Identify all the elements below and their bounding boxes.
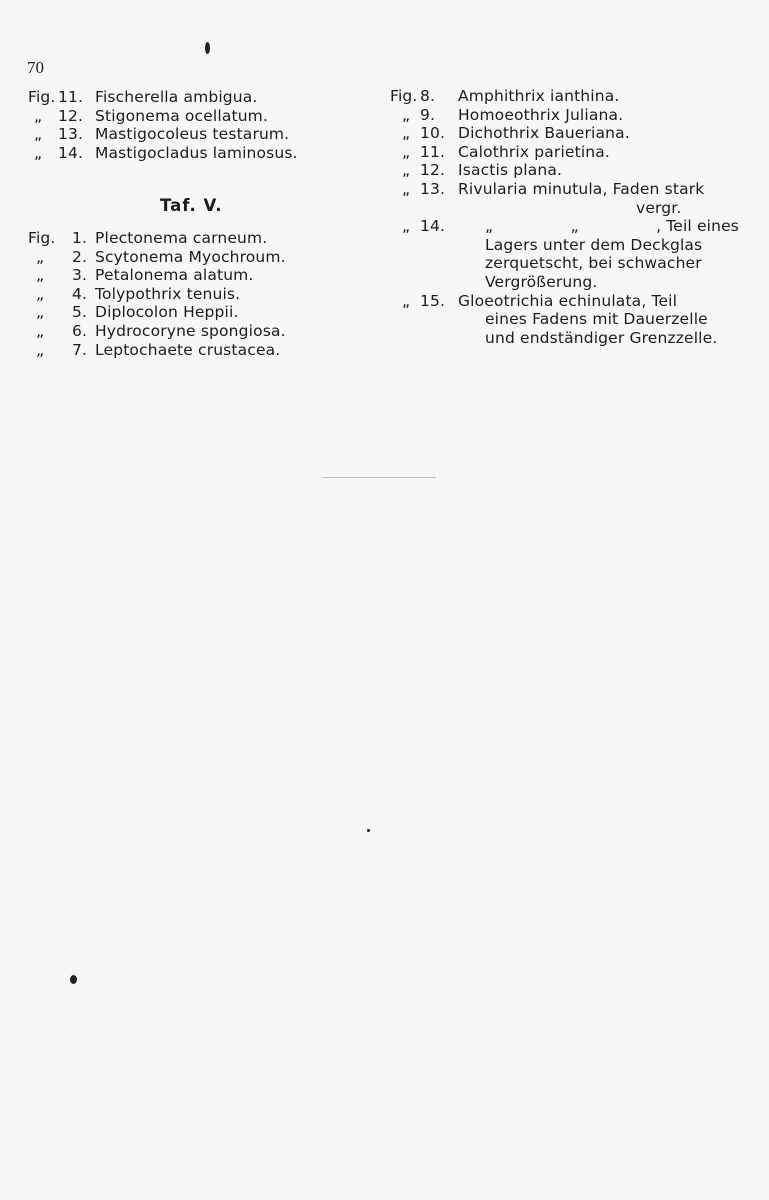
list-item — [390, 292, 750, 311]
list-item — [28, 341, 358, 360]
item-number: 14. — [420, 217, 446, 236]
item-number: 12. — [420, 161, 446, 180]
species-name: Fischerella ambigua. — [95, 88, 258, 106]
item-prefix: Fig. — [28, 88, 56, 106]
item-number: 11. — [58, 88, 84, 106]
list-item — [28, 229, 358, 248]
species-name: Calothrix parietina. — [458, 142, 610, 161]
list-item — [28, 248, 358, 267]
ditto-mark: „ — [570, 217, 579, 236]
description-text: Gloeotrichia echinulata, Teil — [458, 291, 678, 310]
item-number: 4. — [72, 284, 88, 303]
item-number: 11. — [420, 142, 446, 161]
item-number: 3. — [72, 266, 88, 285]
list-item — [390, 106, 750, 125]
species-name: Tolypothrix tenuis. — [95, 284, 241, 303]
item-number: 5. — [72, 303, 88, 322]
description-text: , Teil eines — [656, 217, 739, 236]
list-item — [28, 144, 358, 163]
ink-speck — [205, 42, 210, 54]
list-item — [390, 161, 750, 180]
species-name: Isactis plana. — [458, 161, 563, 180]
ditto-mark: „ — [402, 105, 411, 124]
item-number: 15. — [420, 291, 446, 310]
species-name: Mastigocoleus testarum. — [95, 125, 290, 144]
separator-rule — [323, 477, 436, 478]
list-item — [28, 322, 358, 341]
item-prefix: Fig. — [28, 229, 56, 247]
species-name: Rivularia minutula, Faden stark — [458, 179, 705, 198]
ditto-mark: „ — [485, 217, 494, 236]
section-heading: Taf. V. — [160, 196, 223, 215]
description-text: und endständiger Grenzzelle. — [485, 328, 718, 347]
list-item — [390, 217, 750, 236]
ditto-mark: „ — [36, 340, 45, 359]
species-name: Amphithrix ianthina. — [458, 87, 620, 105]
item-number: 8. — [420, 87, 436, 105]
description-text: Lagers unter dem Deckglas — [485, 235, 703, 254]
justified-line — [485, 217, 739, 236]
item-number: 14. — [58, 143, 84, 162]
species-name: Leptochaete crustacea. — [95, 340, 281, 359]
list-item — [28, 266, 358, 285]
item-number: 12. — [58, 106, 84, 125]
list-item — [390, 143, 750, 162]
ditto-mark: „ — [402, 142, 411, 161]
description-line — [390, 254, 750, 273]
species-name: Scytonema Myochroum. — [95, 247, 286, 266]
species-name: Hydrocoryne spongiosa. — [95, 321, 286, 340]
continuation-text: vergr. — [636, 198, 682, 217]
item-number: 13. — [420, 179, 446, 198]
list-item — [390, 180, 750, 199]
item-number: 1. — [72, 229, 88, 247]
list-item — [28, 125, 358, 144]
ditto-mark: „ — [34, 125, 43, 144]
ditto-mark: „ — [402, 291, 411, 310]
page-number: 70 — [27, 58, 44, 77]
species-name: Dichothrix Baueriana. — [458, 124, 630, 143]
ditto-mark: „ — [36, 284, 45, 303]
description-line — [390, 236, 750, 255]
list-item — [28, 107, 358, 126]
list-item — [390, 124, 750, 143]
description-text: eines Fadens mit Dauerzelle — [485, 310, 708, 329]
description-line — [390, 310, 750, 329]
continuation-line — [390, 199, 750, 218]
ditto-mark: „ — [402, 124, 411, 143]
ditto-mark: „ — [36, 247, 45, 266]
item-prefix: Fig. — [390, 87, 418, 105]
figure-list-left-top — [28, 88, 358, 162]
ditto-mark: „ — [36, 321, 45, 340]
description-line — [390, 329, 750, 348]
ditto-mark: „ — [36, 303, 45, 322]
species-name: Homoeothrix Juliana. — [458, 105, 624, 124]
ink-speck — [70, 975, 77, 984]
ink-speck — [367, 829, 370, 832]
species-name: Mastigocladus laminosus. — [95, 143, 298, 162]
list-item — [28, 88, 358, 107]
ditto-mark: „ — [34, 143, 43, 162]
description-line — [390, 273, 750, 292]
ditto-mark: „ — [34, 106, 43, 125]
species-name: Stigonema ocellatum. — [95, 106, 269, 125]
ditto-mark: „ — [36, 266, 45, 285]
species-name: Petalonema alatum. — [95, 266, 254, 285]
ditto-mark: „ — [402, 217, 411, 236]
list-item — [28, 285, 358, 304]
item-number: 7. — [72, 340, 88, 359]
list-item — [390, 87, 750, 106]
item-number: 9. — [420, 105, 436, 124]
item-number: 10. — [420, 124, 446, 143]
item-number: 13. — [58, 125, 84, 144]
figure-list-right — [390, 87, 750, 347]
description-text: zerquetscht, bei schwacher — [485, 254, 702, 273]
ditto-mark: „ — [402, 179, 411, 198]
species-name: Diplocolon Heppii. — [95, 303, 239, 322]
species-name: Plectonema carneum. — [95, 229, 268, 247]
ditto-mark: „ — [402, 161, 411, 180]
figure-list-left-bottom — [28, 229, 358, 359]
item-number: 2. — [72, 247, 88, 266]
item-number: 6. — [72, 321, 88, 340]
description-text: Vergrößerung. — [485, 272, 598, 291]
list-item — [28, 303, 358, 322]
